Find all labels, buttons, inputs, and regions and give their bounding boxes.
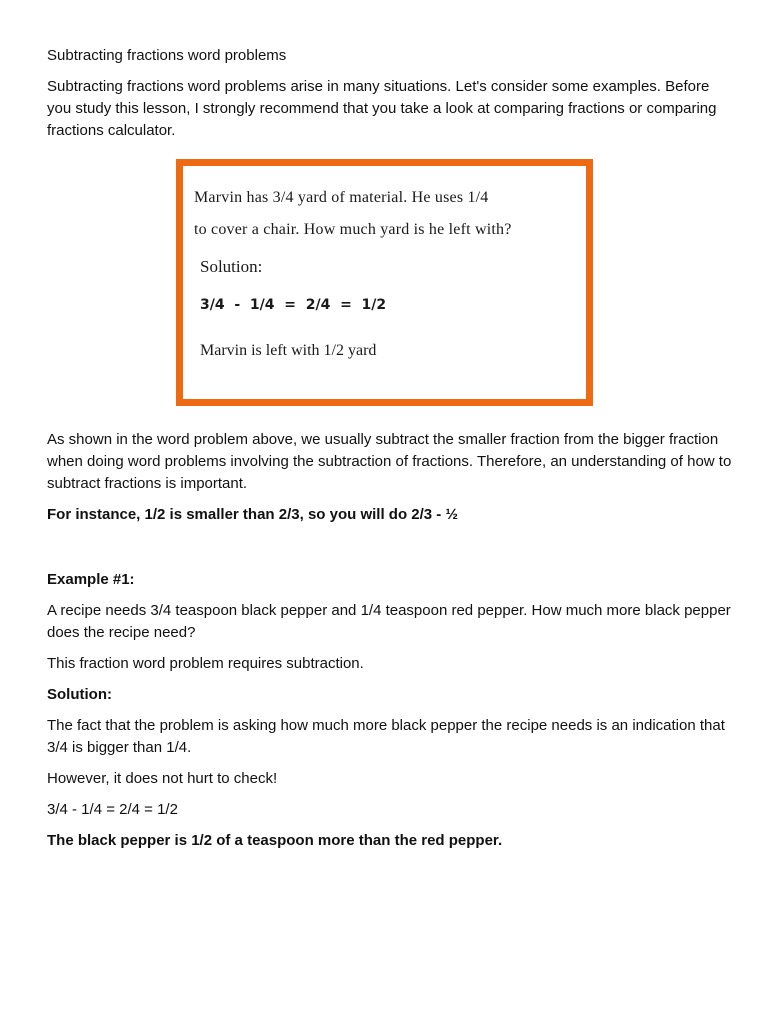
example-equation: 3/4 - 1/4 = 2/4 = 1/2 (47, 801, 178, 818)
figure-answer: Marvin is left with 1/2 yard (200, 342, 377, 359)
document-page (47, 45, 737, 861)
explanation-paragraph: As shown in the word problem above, we usually subtract the smaller fraction from the bigger fraction when doing word problems involving the subtraction of fractions. Therefore, an understanding of how to subtract fractions is important. (47, 431, 732, 492)
example-reasoning: The fact that the problem is asking how much more black pepper the recipe needs is an indication that 3/4 is bigger than 1/4. (47, 717, 725, 756)
figure-problem-line-1: Marvin has 3/4 yard of material. He uses 1/4 (194, 189, 489, 206)
spacer (47, 535, 737, 569)
figure-equation: 3/4 - 1/4 = 2/4 = 1/2 (200, 297, 387, 313)
intro-paragraph: Subtracting fractions word problems arise in many situations. Let's consider some examples. Before you study this lesson, I strongly recommend that you take a look at comparing fractions or comparing fractions calculator. (47, 78, 717, 139)
example-problem: A recipe needs 3/4 teaspoon black pepper and 1/4 teaspoon red pepper. How much more black pepper does the recipe need? (47, 602, 731, 641)
example-heading: Example #1: (47, 571, 135, 588)
example-check: However, it does not hurt to check! (47, 770, 278, 787)
figure-solution-label: Solution: (200, 257, 263, 276)
example-requirement: This fraction word problem requires subtraction. (47, 655, 364, 672)
figure-problem-line-2: to cover a chair. How much yard is he left with? (194, 221, 512, 238)
example-answer: The black pepper is 1/2 of a teaspoon more than the red pepper. (47, 832, 503, 849)
word-problem-figure (176, 159, 593, 406)
instance-statement: For instance, 1/2 is smaller than 2/3, so you will do 2/3 - ½ (47, 506, 458, 523)
page-title: Subtracting fractions word problems (47, 47, 287, 64)
example-solution-label: Solution: (47, 686, 112, 703)
